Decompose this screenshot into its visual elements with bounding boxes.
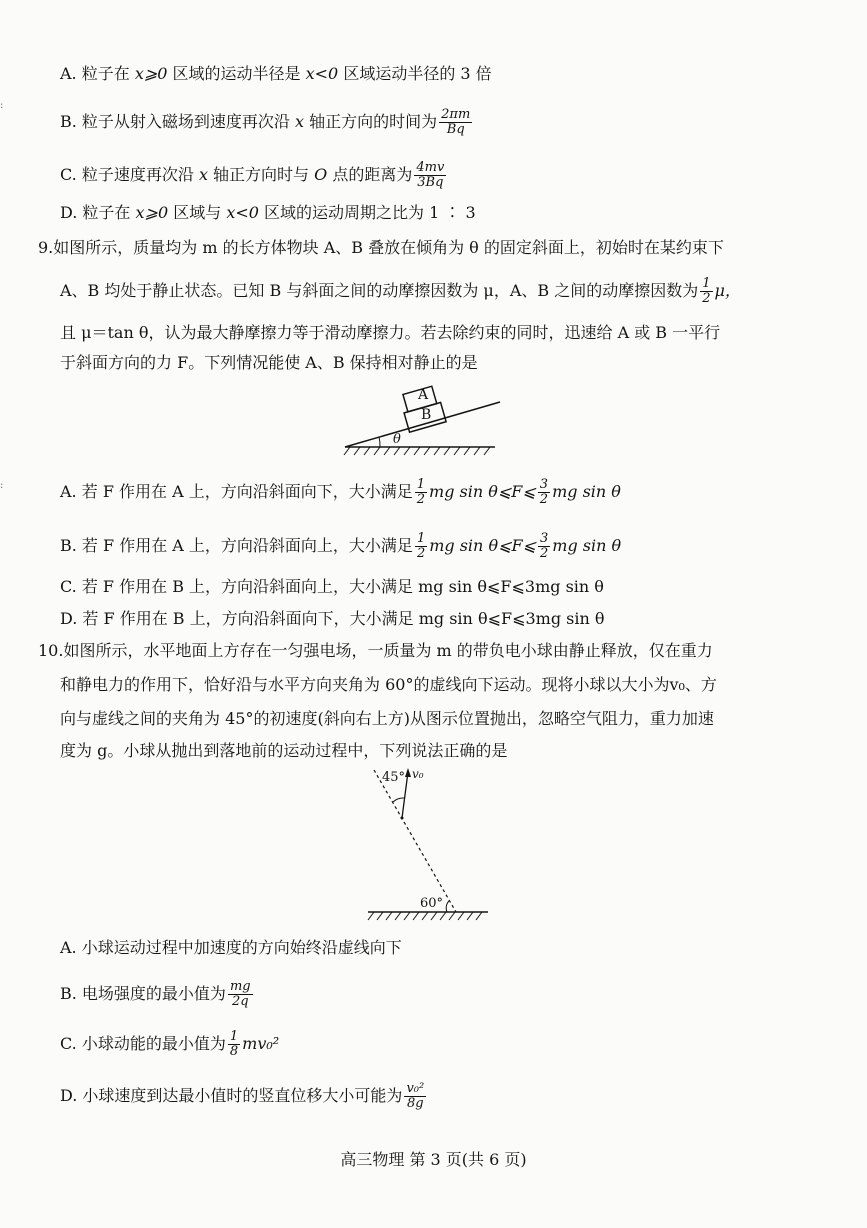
- q10-option-c: C. 小球动能的最小值为 $\frac{1}{8}$ mv₀²: [60, 1029, 280, 1059]
- q8-option-c: C. 粒子速度再次沿 x 轴正方向时与 O 点的距离为 $\frac{4mv}{3Bq}$: [60, 160, 445, 190]
- q8-option-a: A. 粒子在 x⩾0 区域的运动半径是 x<0 区域运动半径的 3 倍: [60, 64, 492, 83]
- page-footer: 高三物理 第 3 页(共 6 页): [340, 1150, 527, 1169]
- q10-stem-line3: 向与虚线之间的夹角为 45°的初速度(斜向右上方)从图示位置抛出，忽略空气阻力，重力加速: [60, 709, 714, 728]
- q9-option-d: D. 若 F 作用在 B 上，方向沿斜面向下，大小满足 mg sin θ⩽F⩽3mg sin θ: [60, 609, 605, 628]
- q8-option-b: B. 粒子从射入磁场到速度再次沿 x 轴正方向的时间为 $\frac{2\pi m}{Bq}$: [60, 107, 471, 137]
- ball: [401, 817, 404, 820]
- margin-mark: :: [0, 100, 4, 111]
- q9-option-b: B. 若 F 作用在 A 上，方向沿斜面向上，大小满足 $\frac{1}{2}$ mg sin θ⩽F⩽ $\frac{3}{2}$ mg sin θ: [60, 531, 622, 561]
- v0-label: v₀: [412, 767, 424, 781]
- dashed-path: [374, 770, 456, 912]
- q10-option-a: A. 小球运动过程中加速度的方向始终沿虚线向下: [60, 938, 402, 957]
- angle-45-label: 45°: [382, 770, 406, 785]
- margin-mark: :: [0, 480, 4, 491]
- q9-stem-line3: 且 μ＝tan θ，认为最大静摩擦力等于滑动摩擦力。若去除约束的同时，迅速给 A 或 B 一平行: [60, 323, 721, 342]
- q9-stem-line2: A、B 均处于静止状态。已知 B 与斜面之间的动摩擦因数为 μ，A、B 之间的动摩擦因数为 $\frac{1}{2}$ μ，: [60, 276, 741, 306]
- q9-stem-line1: 9.如图所示，质量均为 m 的长方体物块 A、B 叠放在倾角为 θ 的固定斜面上，初始时在某约束下: [38, 238, 724, 257]
- block-b-label: B: [421, 407, 432, 423]
- q10-stem-line4: 度为 g。小球从抛出到落地前的运动过程中，下列说法正确的是: [60, 741, 508, 760]
- q9-option-a: A. 若 F 作用在 A 上，方向沿斜面向下，大小满足 $\frac{1}{2}$ mg sin θ⩽F⩽ $\frac{3}{2}$ mg sin θ: [60, 477, 621, 507]
- q10-stem-line1: 10.如图所示，水平地面上方存在一匀强电场，一质量为 m 的带负电小球由静止释放，仅在重力: [38, 641, 713, 660]
- q10-stem-line2: 和静电力的作用下，恰好沿与水平方向夹角为 60°的虚线向下运动。现将小球以大小为v₀、方: [60, 675, 717, 694]
- angle-60-label: 60°: [420, 896, 444, 911]
- q9-stem-line4: 于斜面方向的力 F。下列情况能使 A、B 保持相对静止的是: [60, 353, 478, 372]
- block-a-label: A: [418, 387, 429, 403]
- q10-option-d: D. 小球速度到达最小值时的竖直位移大小可能为 $\frac{\text{v₀²}}{8g}$: [60, 1081, 425, 1111]
- q8-option-d: D. 粒子在 x⩾0 区域与 x<0 区域的运动周期之比为 1 ∶ 3: [60, 203, 476, 222]
- theta-label: θ: [393, 432, 401, 447]
- q9-option-c: C. 若 F 作用在 B 上，方向沿斜面向上，大小满足 mg sin θ⩽F⩽3mg sin θ: [60, 577, 604, 596]
- q10-option-b: B. 电场强度的最小值为 $\frac{mg}{2q}$: [60, 979, 251, 1009]
- velocity-arrow-icon: [405, 768, 411, 777]
